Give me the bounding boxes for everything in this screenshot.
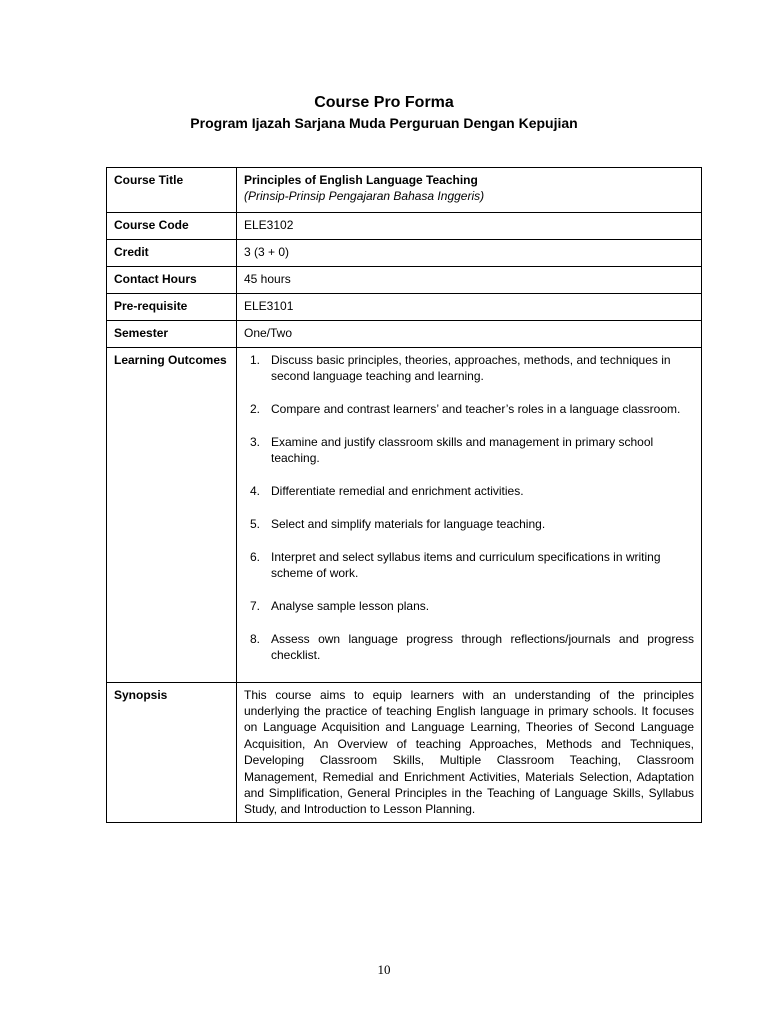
course-code-value: ELE3102 xyxy=(237,213,702,240)
prerequisite-label: Pre-requisite xyxy=(107,294,237,321)
learning-outcomes-cell xyxy=(237,348,702,683)
list-item-number: 4. xyxy=(250,484,261,499)
list-item-text: Select and simplify materials for language teaching. xyxy=(271,517,546,531)
list-item-number: 7. xyxy=(250,599,261,613)
course-title-value: Principles of English Language Teaching xyxy=(244,173,478,187)
learning-outcomes-list xyxy=(244,352,694,664)
list-item-text: Analyse sample lesson plans. xyxy=(271,599,430,613)
course-title-translation: (Prinsip-Prinsip Pengajaran Bahasa Inggeris) xyxy=(244,189,485,204)
row-semester xyxy=(107,321,702,348)
contact-hours-label: Contact Hours xyxy=(107,267,237,294)
page-subtitle: Program Ijazah Sarjana Muda Perguruan Dengan Kepujian xyxy=(190,115,578,131)
credit-value: 3 (3 + 0) xyxy=(237,240,702,267)
list-item-text: Interpret and select syllabus items and curriculum specifications in writing scheme of work. xyxy=(271,549,661,581)
list-item-text: Differentiate remedial and enrichment activities. xyxy=(271,484,524,499)
list-item-number: 6. xyxy=(250,549,261,564)
row-prerequisite xyxy=(107,294,702,321)
row-learning-outcomes xyxy=(107,348,702,683)
page-number: 10 xyxy=(377,962,391,977)
course-code-label: Course Code xyxy=(107,213,237,240)
learning-outcomes-label: Learning Outcomes xyxy=(107,348,237,683)
row-course-title xyxy=(107,168,702,213)
list-item-number: 2. xyxy=(250,402,261,417)
synopsis-label: Synopsis xyxy=(107,682,237,822)
page-title: Course Pro Forma xyxy=(314,94,454,111)
list-item xyxy=(244,598,694,614)
synopsis-value: This course aims to equip learners with an understanding of the principles underlying the practice of teaching English language in primary schools. It focuses on Language Acquisition and Language Learning, Theories of Second Language Acquisition, An Overview of teaching Approaches, Methods and Techniques, Developing Classroom Skills, Multiple Classroom Teaching, Classroom Management, Remedial and Enrichment Activities, Materials Selection, Adaptation and Simplification, General Principles in the Teaching of Language Skills, Syllabus Study, and Introduction to Lesson Planning. xyxy=(237,682,702,822)
row-credit xyxy=(107,240,702,267)
list-item-text: Assess own language progress through reflections/journals and progress checklist. xyxy=(271,631,694,663)
semester-value: One/Two xyxy=(237,321,702,348)
list-item xyxy=(244,434,694,467)
list-item xyxy=(244,401,694,417)
semester-label: Semester xyxy=(107,321,237,348)
credit-label: Credit xyxy=(107,240,237,267)
list-item-text: Examine and justify classroom skills and management in primary school teaching. xyxy=(271,435,654,466)
row-contact-hours xyxy=(107,267,702,294)
list-item-number: 1. xyxy=(250,353,261,367)
list-item-text: Compare and contrast learners’ and teacher’s roles in a language classroom. xyxy=(271,402,681,417)
list-item xyxy=(244,549,694,582)
list-item xyxy=(244,631,694,664)
course-pro-forma-table xyxy=(106,167,702,823)
row-synopsis xyxy=(107,682,702,822)
list-item xyxy=(244,352,694,385)
prerequisite-value: ELE3101 xyxy=(237,294,702,321)
list-item-number: 3. xyxy=(250,435,261,449)
list-item-number: 8. xyxy=(250,631,261,646)
list-item-number: 5. xyxy=(250,517,261,531)
list-item xyxy=(244,483,694,499)
course-title-cell xyxy=(237,168,702,213)
contact-hours-value: 45 hours xyxy=(237,267,702,294)
course-title-label: Course Title xyxy=(107,168,237,213)
row-course-code xyxy=(107,213,702,240)
list-item xyxy=(244,516,694,532)
list-item-text: Discuss basic principles, theories, approaches, methods, and techniques in second language teaching and learning. xyxy=(271,353,671,384)
